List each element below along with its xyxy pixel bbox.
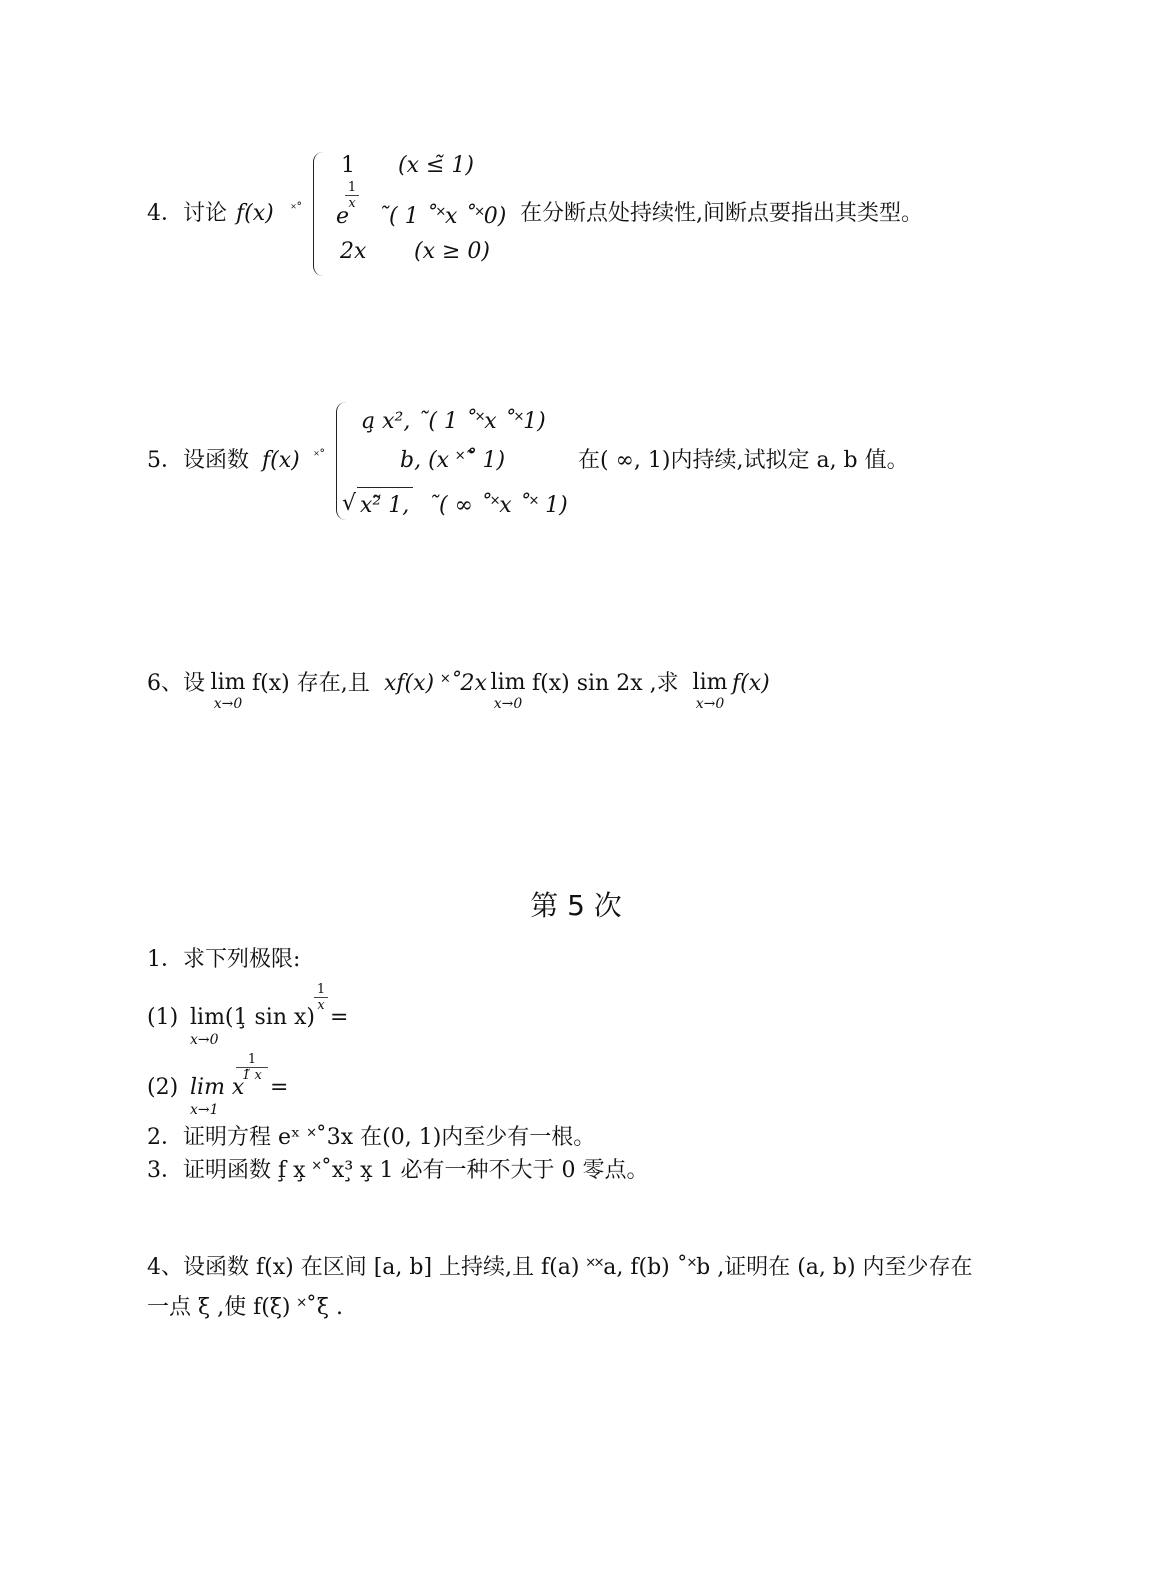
- p4-suffix: 在分断点处持续性,间断点要指出其类型。: [520, 201, 923, 226]
- p6-lim-1-under: x→0: [213, 696, 243, 712]
- q4-line1: 4、设函数 f(x) 在区间 [a, b] 上持续,且 f(a) ˟˟a, f(b) ˚˟b ,证明在 (a, b) 内至少存在: [147, 1255, 973, 1280]
- p4-case2-exp: [345, 180, 359, 211]
- p4-exp-num: 1: [347, 180, 357, 195]
- p6-lim-3-word: lim: [692, 670, 728, 695]
- q1b-label: (2): [147, 1075, 179, 1100]
- q1a-exp-num: 1: [316, 982, 326, 997]
- p6-t2: xf(x) ˟˚2x: [384, 671, 487, 696]
- q1b-under: x→1: [190, 1102, 219, 1118]
- p4-eq: ˟˚: [291, 202, 303, 217]
- p6-lim-2-under: x→0: [493, 696, 523, 712]
- p4-case2-cond: ˜( 1 ˚˟x ˚˟0): [378, 204, 507, 229]
- p6-t4: f(x): [732, 671, 770, 696]
- q1a-under: x→0: [190, 1032, 219, 1048]
- q1a-eq: =: [330, 1005, 349, 1030]
- p5-case3-rad: x²̃ 1,: [360, 493, 410, 518]
- q1b-lim: lim x: [190, 1075, 245, 1100]
- p4-case1-val: 1: [341, 153, 355, 178]
- p6-lim-2-word: lim: [490, 670, 526, 695]
- p4-prefix: 4．讨论: [147, 201, 227, 226]
- p5-case3-cond: ˜( ∞ ˚˟x ˚˟ 1): [428, 493, 568, 518]
- p6-lim-3-under: x→0: [695, 696, 725, 712]
- p4-case1-cond: (x ≤̃ 1): [398, 153, 474, 178]
- p5-sqrt-sign: √: [342, 491, 357, 516]
- q1b-exp: [236, 1052, 268, 1083]
- q1a-exp-den: x: [314, 997, 328, 1013]
- q1a-exp: [314, 982, 328, 1013]
- p5-case2: b, (x ˟˚̃ 1): [400, 448, 506, 473]
- p5-sqrt-bar: [357, 487, 413, 488]
- p4-case3-val: 2x: [340, 239, 367, 264]
- p6-t1: f(x) 存在,且: [252, 671, 370, 696]
- q1b-eq: =: [270, 1075, 289, 1100]
- p5-suffix: 在( ∞, 1)内持续,试拟定 a, b 值。: [578, 448, 909, 473]
- p6-lim-1-word: lim: [210, 670, 246, 695]
- p5-eq: ˟˚: [314, 449, 326, 464]
- q1b-exp-den: 1̃ x: [236, 1067, 268, 1083]
- p4-case3-cond: (x ≥ 0): [414, 239, 490, 264]
- q4-line2: 一点 ξ ,使 f(ξ) ˟˚ξ .: [147, 1295, 344, 1320]
- p6-lim-2: [486, 670, 530, 712]
- q1-text: 1．求下列极限:: [147, 947, 301, 972]
- q1a-lim: lim(1̧ sin x): [190, 1005, 315, 1030]
- p6-lim-1: [206, 670, 250, 712]
- q1a-label: (1): [147, 1005, 179, 1030]
- p4-case2-base: e: [336, 204, 350, 229]
- q3-text: 3．证明函数 f̧ x̧ ˟˚x³̧ x̧ 1 必有一种不大于 0 零点。: [147, 1158, 649, 1183]
- p6-lim-3: [688, 670, 732, 712]
- p4-brace: [313, 152, 324, 276]
- p6-prefix: 6、设: [147, 671, 205, 696]
- p4-fx: f(x): [236, 201, 274, 226]
- p5-fx: f(x): [262, 448, 300, 473]
- p6-t3: f(x) sin 2x ,求: [532, 671, 679, 696]
- section-title: 第 5 次: [530, 889, 622, 922]
- p5-case1: a̧ x², ˜( 1 ˚˟x ˚˟1): [362, 409, 546, 434]
- q1b-exp-num: 1: [247, 1052, 257, 1067]
- p4-exp-den: x: [345, 195, 359, 211]
- p5-prefix: 5．设函数: [147, 448, 249, 473]
- q2-text: 2．证明方程 eˣ ˟˚3x 在(0, 1)内至少有一根。: [147, 1125, 596, 1150]
